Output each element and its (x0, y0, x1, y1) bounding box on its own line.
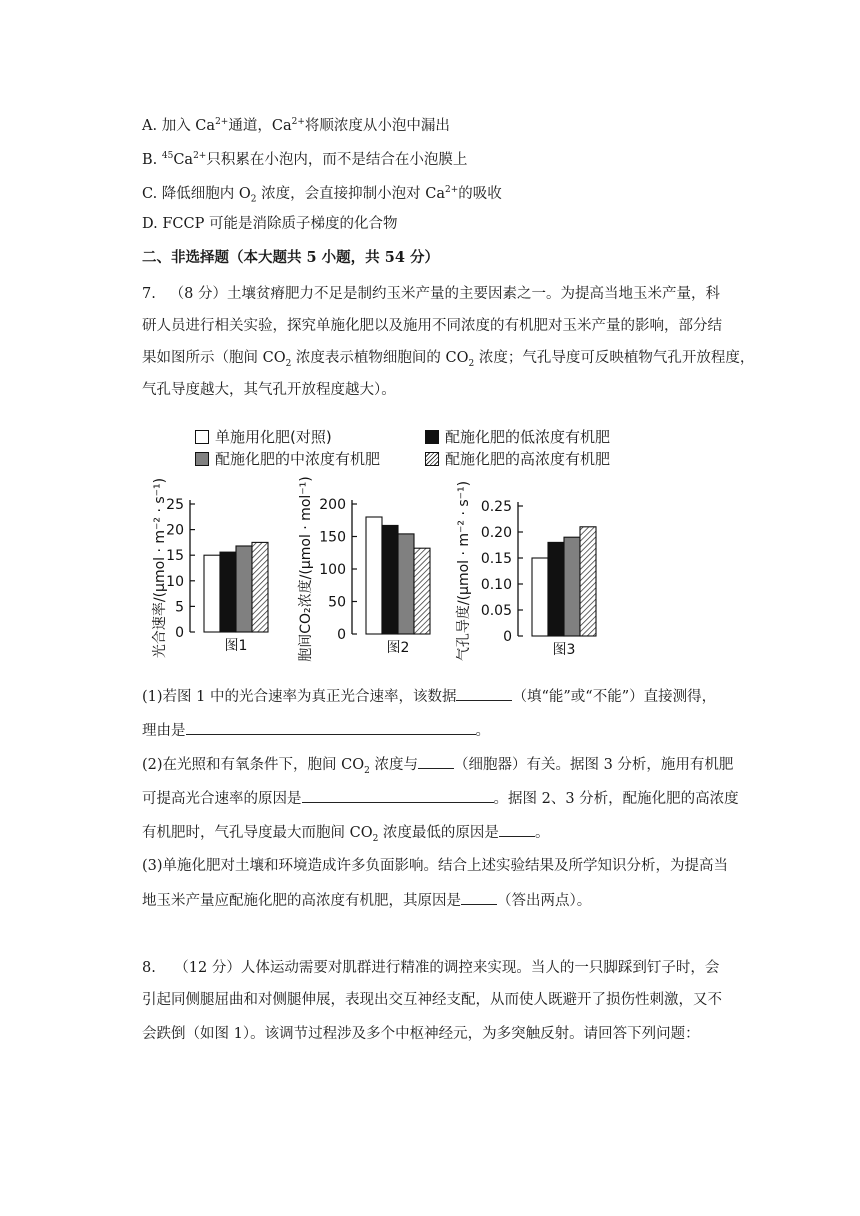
legend-item-high: 配施化肥的高浓度有机肥 (425, 448, 610, 469)
legend-item-low: 配施化肥的低浓度有机肥 (425, 426, 610, 447)
y-tick-label: 0 (175, 625, 184, 641)
answer-blank[interactable] (302, 788, 494, 803)
legend-swatch-hatched (425, 452, 439, 466)
q7-line-4: 气孔导度越大，其气孔开放程度越大）。 (142, 382, 396, 398)
bar-charts (0, 476, 860, 676)
y-tick-label: 0.15 (480, 551, 512, 567)
q7-line-1: 7. （8 分）土壤贫瘠肥力不足是制约玉米产量的主要因素之一。为提高当地玉米产量，科 (142, 286, 721, 302)
option-b: B. $^{45}Ca^{2+}$只积累在小泡内，而不是结合在小泡膜上 (142, 151, 468, 168)
legend-item-control: 单施用化肥(对照) (195, 426, 332, 447)
y-tick-label: 150 (319, 529, 346, 546)
bar-white (532, 558, 548, 636)
y-tick-label: 20 (166, 522, 184, 539)
bar-black (220, 552, 236, 632)
q7-sub3-line-1: (3)单施化肥对土壤和环境造成许多负面影响。结合上述实验结果及所学知识分析，为提高当 (142, 858, 729, 874)
y-tick-label: 0.20 (480, 525, 512, 541)
q8-line-1: 8. （12 分）人体运动需要对肌群进行精准的调控来实现。当人的一只脚踩到钉子时，会 (142, 960, 720, 976)
answer-blank[interactable] (456, 686, 512, 701)
legend-swatch-white (195, 430, 209, 444)
q8-line-2: 引起同侧腿屈曲和对侧腿伸展，表现出交互神经支配，从而使人既避开了损伤性刺激，又不 (142, 992, 722, 1008)
answer-blank[interactable] (499, 822, 535, 837)
bar-white (204, 555, 220, 632)
y-tick-label: 0 (337, 627, 346, 643)
bar-hatched (414, 548, 430, 634)
bar-hatched (252, 542, 268, 632)
y-axis-label: 光合速率/(μmol · m⁻² · s⁻¹) (152, 477, 168, 659)
q7-sub3-line-2: 地玉米产量应配施化肥的高浓度有机肥，其原因是 （答出两点）。 (142, 890, 591, 911)
legend-swatch-gray (195, 452, 209, 466)
y-tick-label: 0.10 (480, 577, 512, 593)
q7-sub2-line-1: (2)在光照和有氧条件下，胞间 $CO_2$ 浓度与 （细胞器）有关。据图 3 分析，施用有机肥 (142, 754, 733, 781)
option-d: D. FCCP 可能是消除质子梯度的化合物 (142, 216, 398, 232)
chart-title: 图2 (386, 640, 410, 656)
chart-title: 图1 (224, 638, 248, 654)
chart-title: 图3 (552, 642, 576, 658)
y-tick-label: 0.25 (480, 499, 512, 515)
q7-sub1-line-2: 理由是 。 (142, 720, 490, 741)
q7-sub2-line-2: 可提高光合速率的原因是 。据图 2、3 分析，配施化肥的高浓度 (142, 788, 739, 809)
bar-gray (564, 537, 580, 636)
y-tick-label: 5 (175, 599, 184, 616)
q7-sub1-line-1: (1)若图 1 中的光合速率为真正光合速率，该数据 （填“能”或“不能”）直接测得， (142, 686, 716, 707)
answer-blank[interactable] (461, 890, 497, 905)
answer-blank[interactable] (418, 754, 454, 769)
q7-line-3: 果如图所示（胞间 $CO_2$ 浓度表示植物细胞间的 $CO_2$ 浓度；气孔导度可反映植物气孔开放程度， (142, 350, 755, 369)
answer-blank[interactable] (186, 720, 476, 735)
y-tick-label: 25 (166, 497, 184, 513)
bar-gray (236, 546, 252, 632)
option-a: A. 加入 $Ca^{2+}$通道，$Ca^{2+}$将顺浓度从小泡中漏出 (142, 117, 450, 134)
q7-sub2-line-3: 有机肥时，气孔导度最大而胞间 $CO_2$ 浓度最低的原因是 。 (142, 822, 549, 849)
y-tick-label: 0 (503, 629, 512, 645)
bar-black (382, 525, 398, 634)
legend-item-mid: 配施化肥的中浓度有机肥 (195, 448, 380, 469)
y-tick-label: 0.05 (480, 603, 512, 619)
y-axis-label: 胞间CO₂浓度/(μmol · mol⁻¹) (298, 476, 314, 662)
bar-gray (398, 534, 414, 634)
bar-hatched (580, 527, 596, 636)
y-tick-label: 10 (166, 573, 184, 590)
chart-legend (195, 424, 635, 472)
option-c: C. 降低细胞内 $O_2$ 浓度，会直接抑制小泡对 $Ca^{2+}$的吸收 (142, 185, 502, 205)
y-tick-label: 200 (319, 497, 346, 513)
q8-line-3: 会跌倒（如图 1）。该调节过程涉及多个中枢神经元，为多突触反射。请回答下列问题： (142, 1026, 700, 1042)
y-tick-label: 50 (328, 594, 346, 611)
y-tick-label: 15 (166, 548, 184, 565)
bar-white (366, 517, 382, 634)
section-heading: 二、非选择题（本大题共 5 小题，共 54 分） (142, 249, 439, 266)
bar-black (548, 542, 564, 636)
q7-line-2: 研人员进行相关实验，探究单施化肥以及施用不同浓度的有机肥对玉米产量的影响，部分结 (142, 318, 722, 334)
y-tick-label: 100 (319, 562, 346, 578)
y-axis-label: 气孔导度/(μmol · m⁻² · s⁻¹) (456, 480, 472, 662)
legend-swatch-black (425, 430, 439, 444)
